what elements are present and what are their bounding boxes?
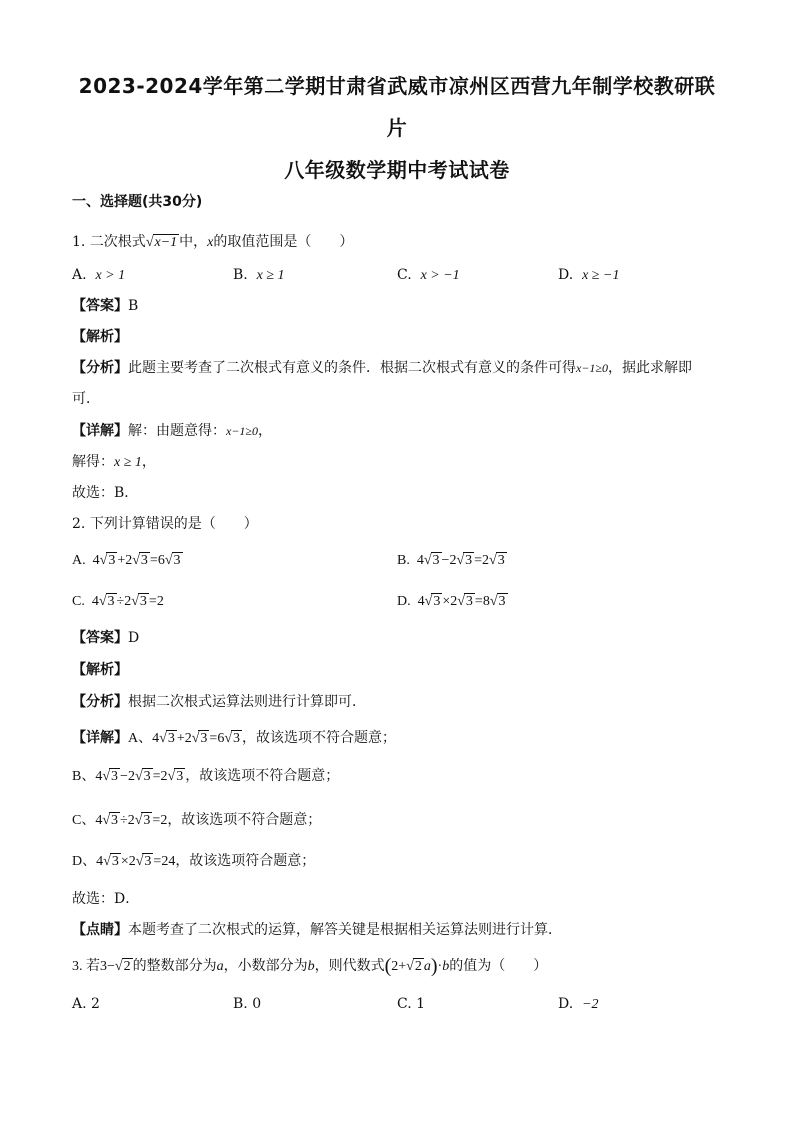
radicand: 3 — [143, 813, 151, 828]
coef: 2 — [482, 553, 490, 568]
detail-tail: ，故该选项不符合题意； — [167, 813, 322, 828]
detail-tail: ，故该选项不符合题意； — [185, 769, 340, 784]
sqrt-icon: √ — [103, 854, 111, 869]
q2-dianjing — [72, 920, 562, 940]
coef: 2 — [127, 813, 135, 828]
question-text: 中， — [179, 234, 208, 250]
radicand: 3 — [139, 594, 147, 609]
choice-label: C. — [397, 267, 412, 283]
coef: 6 — [217, 731, 225, 746]
sqrt-icon: √ — [489, 594, 498, 609]
choice-value: 1 — [416, 996, 426, 1012]
radicand: 3 — [465, 594, 473, 609]
sqrt-icon: √ — [132, 553, 140, 568]
radicand: 3 — [433, 594, 441, 609]
coef: 2 — [128, 854, 136, 869]
radicand: 3 — [176, 769, 184, 784]
operator: + — [117, 553, 126, 568]
q1-choose: 故选：B． — [72, 485, 139, 501]
fenxi-expr: x−1≥0 — [576, 361, 609, 375]
variable: x — [207, 235, 214, 250]
detail-tail: ，故该选项符合题意； — [175, 854, 316, 869]
choice-label: C. — [397, 996, 412, 1012]
q2-detail-d — [72, 852, 315, 872]
question-text: 的值为（ ） — [449, 959, 548, 974]
question-text: 的取值范围是（ ） — [213, 234, 354, 250]
coef: 24 — [161, 854, 176, 869]
q1-detail — [72, 421, 272, 441]
question-text: 若 — [86, 959, 100, 974]
right-paren: ) — [430, 955, 438, 977]
question-number: 1. — [72, 234, 86, 250]
coef: 4 — [95, 813, 103, 828]
coef: 4 — [91, 594, 99, 609]
coef: 2 — [156, 594, 164, 609]
q3-choice-c — [397, 994, 425, 1014]
radicand: 3 — [465, 553, 473, 568]
sqrt-icon: √ — [224, 731, 232, 746]
radicand: 3 — [111, 769, 119, 784]
choice-label: A. — [72, 267, 87, 283]
sqrt-icon: √ — [167, 769, 176, 784]
q1-choice-a — [72, 265, 125, 286]
coef: 4 — [416, 553, 424, 568]
coef: 4 — [152, 731, 160, 746]
question-text: 的整数部分为 — [132, 959, 217, 974]
analysis-tag: 【解析】 — [72, 662, 128, 678]
answer-tag: 【答案】 — [72, 298, 128, 314]
coef: 2 — [184, 731, 192, 746]
radicand: 3 — [143, 769, 151, 784]
question-text: 下列计算错误的是（ ） — [89, 516, 258, 532]
radicand: 3 — [200, 731, 208, 746]
coef: 4 — [95, 769, 103, 784]
choice-label: D. — [558, 996, 574, 1012]
sqrt-icon: √ — [102, 769, 111, 784]
q2-choice-a — [72, 551, 183, 571]
choice-expr: x > 1 — [95, 268, 126, 283]
q2-choice-d — [397, 592, 508, 612]
equals: = — [152, 813, 161, 828]
solve-text: ， — [141, 454, 156, 470]
equals: = — [474, 553, 483, 568]
variable: b — [442, 959, 450, 974]
expr: 3− — [100, 959, 115, 974]
radicand: 3 — [111, 854, 119, 869]
choice-value: −2 — [582, 997, 599, 1012]
q3-choice-b — [233, 994, 261, 1014]
analysis-tag: 【解析】 — [72, 329, 128, 345]
sqrt-icon: √ — [99, 553, 108, 568]
sqrt-expression — [146, 235, 179, 250]
radicand: 3 — [140, 553, 148, 568]
q1-choice-d — [558, 265, 619, 286]
q2-fenxi — [72, 692, 366, 712]
detail-text: 解：由题意得： — [128, 423, 226, 439]
q1-fenxi — [72, 358, 692, 378]
sqrt-icon: √ — [98, 594, 107, 609]
sqrt-icon: √ — [424, 594, 433, 609]
expr: 2+ — [391, 959, 407, 974]
coef: 4 — [417, 594, 425, 609]
answer-tag: 【答案】 — [72, 630, 128, 646]
equals: = — [152, 769, 161, 784]
solve-expr: x ≥ 1 — [114, 455, 142, 470]
choice-expr: x ≥ −1 — [582, 268, 620, 283]
title-line-2: 片 — [386, 116, 408, 140]
equals: = — [209, 731, 218, 746]
sqrt-icon: √ — [102, 813, 111, 828]
q2-detail-a — [72, 728, 396, 749]
sqrt-icon: √ — [114, 959, 123, 974]
radicand: 3 — [108, 553, 116, 568]
choice-expr: x > −1 — [420, 268, 460, 283]
radicand: 3 — [167, 731, 175, 746]
sqrt-icon: √ — [134, 769, 143, 784]
q1-solve — [72, 452, 156, 473]
operator: · — [437, 959, 443, 974]
q1-analysis — [72, 327, 128, 347]
q1-fenxi-cont: 可． — [72, 391, 100, 407]
choice-value: 2 — [91, 996, 100, 1012]
operator: ÷ — [116, 594, 125, 609]
q1-choice-c — [397, 265, 460, 286]
coef: 2 — [160, 813, 168, 828]
q2-answer — [72, 628, 139, 648]
detail-text: ， — [258, 423, 273, 439]
detail-expr: x−1≥0 — [226, 424, 259, 438]
variable: b — [307, 959, 315, 974]
detail-prefix: C、 — [72, 813, 96, 828]
sqrt-icon: √ — [134, 813, 143, 828]
radicand: 3 — [497, 553, 505, 568]
choice-expr: x ≥ 1 — [256, 268, 285, 283]
question-text: ，小数部分为 — [223, 959, 308, 974]
radicand: 3 — [111, 813, 119, 828]
operator: × — [120, 854, 129, 869]
q1-answer — [72, 296, 138, 316]
sqrt-icon: √ — [191, 731, 200, 746]
section-heading: 一、选择题(共30分) — [72, 194, 203, 210]
fenxi-text: 根据二次根式运算法则进行计算即可． — [128, 694, 366, 710]
choice-label: D. — [397, 594, 411, 609]
operator: + — [176, 731, 185, 746]
operator: − — [441, 553, 450, 568]
variable: a — [216, 959, 224, 974]
coef: 6 — [157, 553, 165, 568]
question-3 — [72, 956, 547, 977]
coef: 4 — [96, 854, 104, 869]
radicand: 3 — [173, 553, 181, 568]
left-paren: ( — [384, 955, 392, 977]
equals: = — [153, 854, 162, 869]
fenxi-tag: 【分析】 — [72, 360, 128, 376]
variable: a — [423, 959, 431, 974]
detail-prefix: B、 — [72, 769, 96, 784]
question-number: 2. — [72, 516, 86, 532]
coef: 2 — [160, 769, 168, 784]
q1-choice-b — [233, 265, 285, 286]
sqrt-icon: √ — [406, 959, 414, 974]
choice-label: A. — [72, 553, 86, 568]
radicand: 3 — [498, 594, 506, 609]
choice-label: B. — [233, 996, 248, 1012]
q2-detail-b — [72, 767, 339, 787]
radicand: 3 — [107, 594, 115, 609]
q2-detail-c — [72, 811, 321, 831]
sqrt-icon: √ — [164, 553, 173, 568]
detail-tag: 【详解】 — [72, 730, 128, 746]
radicand: 2 — [123, 959, 131, 974]
operator: ÷ — [120, 813, 128, 828]
q2-analysis — [72, 660, 128, 680]
solve-text: 解得： — [72, 454, 114, 470]
sqrt-icon: √ — [131, 594, 139, 609]
question-number: 3. — [72, 959, 83, 974]
question-text: ，则代数式 — [314, 959, 385, 974]
detail-tail: ，故该选项不符合题意； — [242, 731, 396, 746]
sqrt-icon: √ — [489, 553, 497, 568]
dianjing-text: 本题考查了二次根式的运算，解答关键是根据相关运算法则进行计算． — [128, 922, 562, 938]
title-line-3: 八年级数学期中考试试卷 — [284, 158, 510, 182]
coef: 2 — [449, 553, 457, 568]
operator: − — [120, 769, 128, 784]
equals: = — [148, 594, 157, 609]
equals: = — [149, 553, 158, 568]
fenxi-text: ，据此求解即 — [608, 360, 693, 376]
radicand: 3 — [432, 553, 440, 568]
radicand: 3 — [233, 731, 240, 746]
sqrt-icon: √ — [423, 553, 432, 568]
question-1 — [72, 232, 353, 253]
fenxi-text: 此题主要考查了二次根式有意义的条件．根据二次根式有意义的条件可得 — [128, 360, 576, 376]
sqrt-icon: √ — [145, 235, 154, 250]
coef: 2 — [450, 594, 458, 609]
sqrt-icon: √ — [135, 854, 144, 869]
choice-value: 0 — [252, 996, 262, 1012]
coef: 8 — [482, 594, 490, 609]
radicand: 2 — [414, 959, 422, 974]
title-line-1: 2023-2024学年第二学期甘肃省武威市凉州区西营九年制学校教研联 — [78, 74, 716, 98]
choice-label: B. — [397, 553, 410, 568]
dianjing-tag: 【点睛】 — [72, 922, 128, 938]
radicand: 3 — [144, 854, 152, 869]
detail-tag: 【详解】 — [72, 423, 128, 439]
equals: = — [474, 594, 483, 609]
q2-choose: 故选：D． — [72, 891, 140, 907]
answer-value: B — [128, 298, 139, 314]
q2-choice-b — [397, 551, 507, 571]
operator: × — [442, 594, 451, 609]
detail-prefix: D、 — [72, 854, 97, 869]
answer-value: D — [128, 630, 140, 646]
sqrt-icon: √ — [456, 553, 465, 568]
detail-prefix: A、 — [128, 731, 153, 746]
choice-label: C. — [72, 594, 85, 609]
coef: 2 — [124, 594, 132, 609]
radicand: x−1 — [154, 235, 178, 250]
choice-label: A. — [72, 996, 87, 1012]
question-text: 二次根式 — [89, 234, 146, 250]
q3-choice-d — [558, 994, 599, 1015]
question-2 — [72, 514, 258, 534]
fenxi-tag: 【分析】 — [72, 694, 128, 710]
sqrt-icon: √ — [457, 594, 465, 609]
coef: 2 — [127, 769, 135, 784]
choice-label: D. — [558, 267, 574, 283]
q2-choice-c — [72, 592, 164, 612]
coef: 4 — [92, 553, 100, 568]
coef: 2 — [125, 553, 133, 568]
sqrt-icon: √ — [159, 731, 167, 746]
q3-choice-a — [72, 994, 100, 1014]
choice-label: B. — [233, 267, 248, 283]
